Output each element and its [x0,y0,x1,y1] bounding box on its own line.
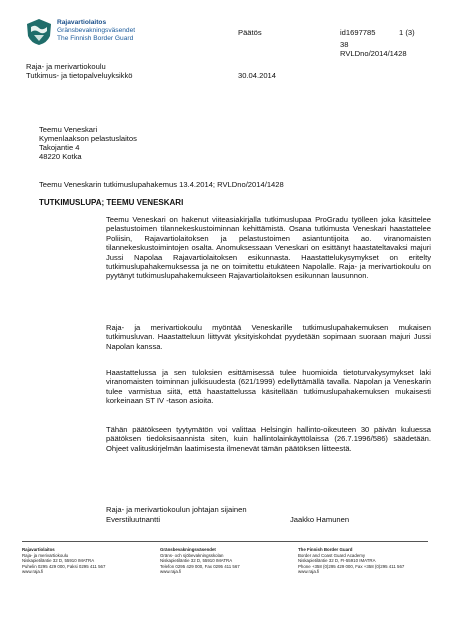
footer-unit: Raja- ja merivartiokoulu [22,552,69,558]
org-name-en: The Finnish Border Guard [57,35,134,42]
recipient-street: Takojantie 4 [39,143,80,152]
org-name-sv: Gränsbevakningsväsendet [57,27,136,34]
signature-rank: Everstiluutnantti [106,515,161,524]
signature-name: Jaakko Hamunen [290,515,350,524]
footer-divider [22,541,428,542]
unit-subname: Tutkimus- ja tietopalveluyksikkö [26,71,133,80]
footer-web: www.raja.fi [160,569,182,575]
recipient-city: 48220 Kotka [39,152,82,161]
doc-id: id1697785 [340,28,376,37]
footer-phone: Phone +358 (0)295 429 000, Fax +358 (0)295 411 567 [298,563,405,569]
footer-org-name: The Finnish Border Guard [298,547,353,552]
unit-name: Raja- ja merivartiokoulu [26,62,106,71]
footer-web: www.raja.fi [298,569,320,575]
footer-web: www.raja.fi [22,569,44,575]
footer-address: Niskapietiläntie 32 D, FI-55910 IMATRA [298,558,376,564]
page-number: 1 (3) [399,28,415,37]
footer-org-name: Rajavartiolaitos [22,547,55,552]
footer-org-name: Gränsbevakningsväsendet [160,547,216,552]
body-paragraph-4: Tähän päätökseen tyytymätön voi valittaa Helsingin hallinto-oikeuteen 30 päivän kuluessa päätöksen tiedoksisaannista siten, kuin hallintolainkäyttölaissa (26.7.1996/586) säädetään. Ohjeet valituskirjelmän laatimisesta ilmenevät tämän päätöksen liitteestä. [106,425,431,453]
footer-column-fi [22,547,105,575]
footer-address: Niskapietiläntie 32 D, 55910 IMATRA [22,558,95,564]
doc-number: 38 [340,40,349,49]
footer-phone: Puhelin 0295 429 000, Faksi 0295 411 567 [22,563,106,569]
finnish-border-guard-logo [25,18,53,46]
recipient-name: Teemu Veneskari [39,125,98,134]
footer-unit: Border and Coast Guard Academy [298,552,366,558]
footer-column-en [298,547,404,575]
doc-type: Päätös [238,28,262,37]
decision-title: TUTKIMUSLUPA; TEEMU VENESKARI [39,198,184,207]
footer-phone: Telefon 0295 429 000, Fax 0295 411 567 [160,563,240,569]
subject-line: Teemu Veneskarin tutkimuslupahakemus 13.4.2014; RVLDno/2014/1428 [39,180,284,189]
signature-title: Raja- ja merivartiokoulun johtajan sijainen [106,505,247,514]
footer-unit: Gräns- och sjöbevakningsskolan [160,552,224,558]
recipient-org: Kymenlaakson pelastuslaitos [39,134,137,143]
body-paragraph-1: Teemu Veneskari on hakenut viiteasiakirjalla tutkimuslupaa ProGradu työlleen joka käsittelee pelastustoimen tilannekeskustoiminnan kehittämistä. Osana tutkimusta Veneskari haastattelee Poliisin, Rajavartiolaitoksen ja pelastustoimen asiantuntijoita ao. viranomaisten tilannekeskustoimintojen osalta. Anomuksessaan Veneskari on esittänyt haastateltavaksi majuri Jussi Napolaa Rajavartiolaitoksen esikunnasta. Haastattelukysymykset on eritelty tutkimuslupahakemuksessa ja ne on toimitettu etukäteen Napolalle. Raja- ja merivartiokoulu on pyytänyt tutkimuslupahakemukseen Rajavartiolaitoksen esikunnan lausunnon. [106,215,431,281]
doc-ref: RVLDno/2014/1428 [340,49,407,58]
doc-date: 30.04.2014 [238,71,277,80]
body-paragraph-2: Raja- ja merivartiokoulu myöntää Veneskarille tutkimuslupahakemuksen mukaisen tutkimusluvan. Haastatteluun liittyvät yksityiskohdat pyydetään sopimaan suoraan majuri Jussi Napolan kanssa. [106,323,431,351]
footer-column-sv [160,547,240,575]
footer-address: Niskapietiläntie 32 D, 55910 IMATRA [160,558,233,564]
org-name-fi: Rajavartiolaitos [57,19,107,26]
body-paragraph-3: Haastattelussa ja sen tuloksien esittämisessä tulee huomioida tietoturvakysymykset laki viranomaisten toiminnan julkisuudesta (621/1999) edellyttämällä tavalla. Napolan ja Veneskarin tulee varmistua siitä, että haastattelussa käsitellään tutkimuslupahakemuksen mukaisesti korkeinaan ST IV -tason asioita. [106,368,431,406]
